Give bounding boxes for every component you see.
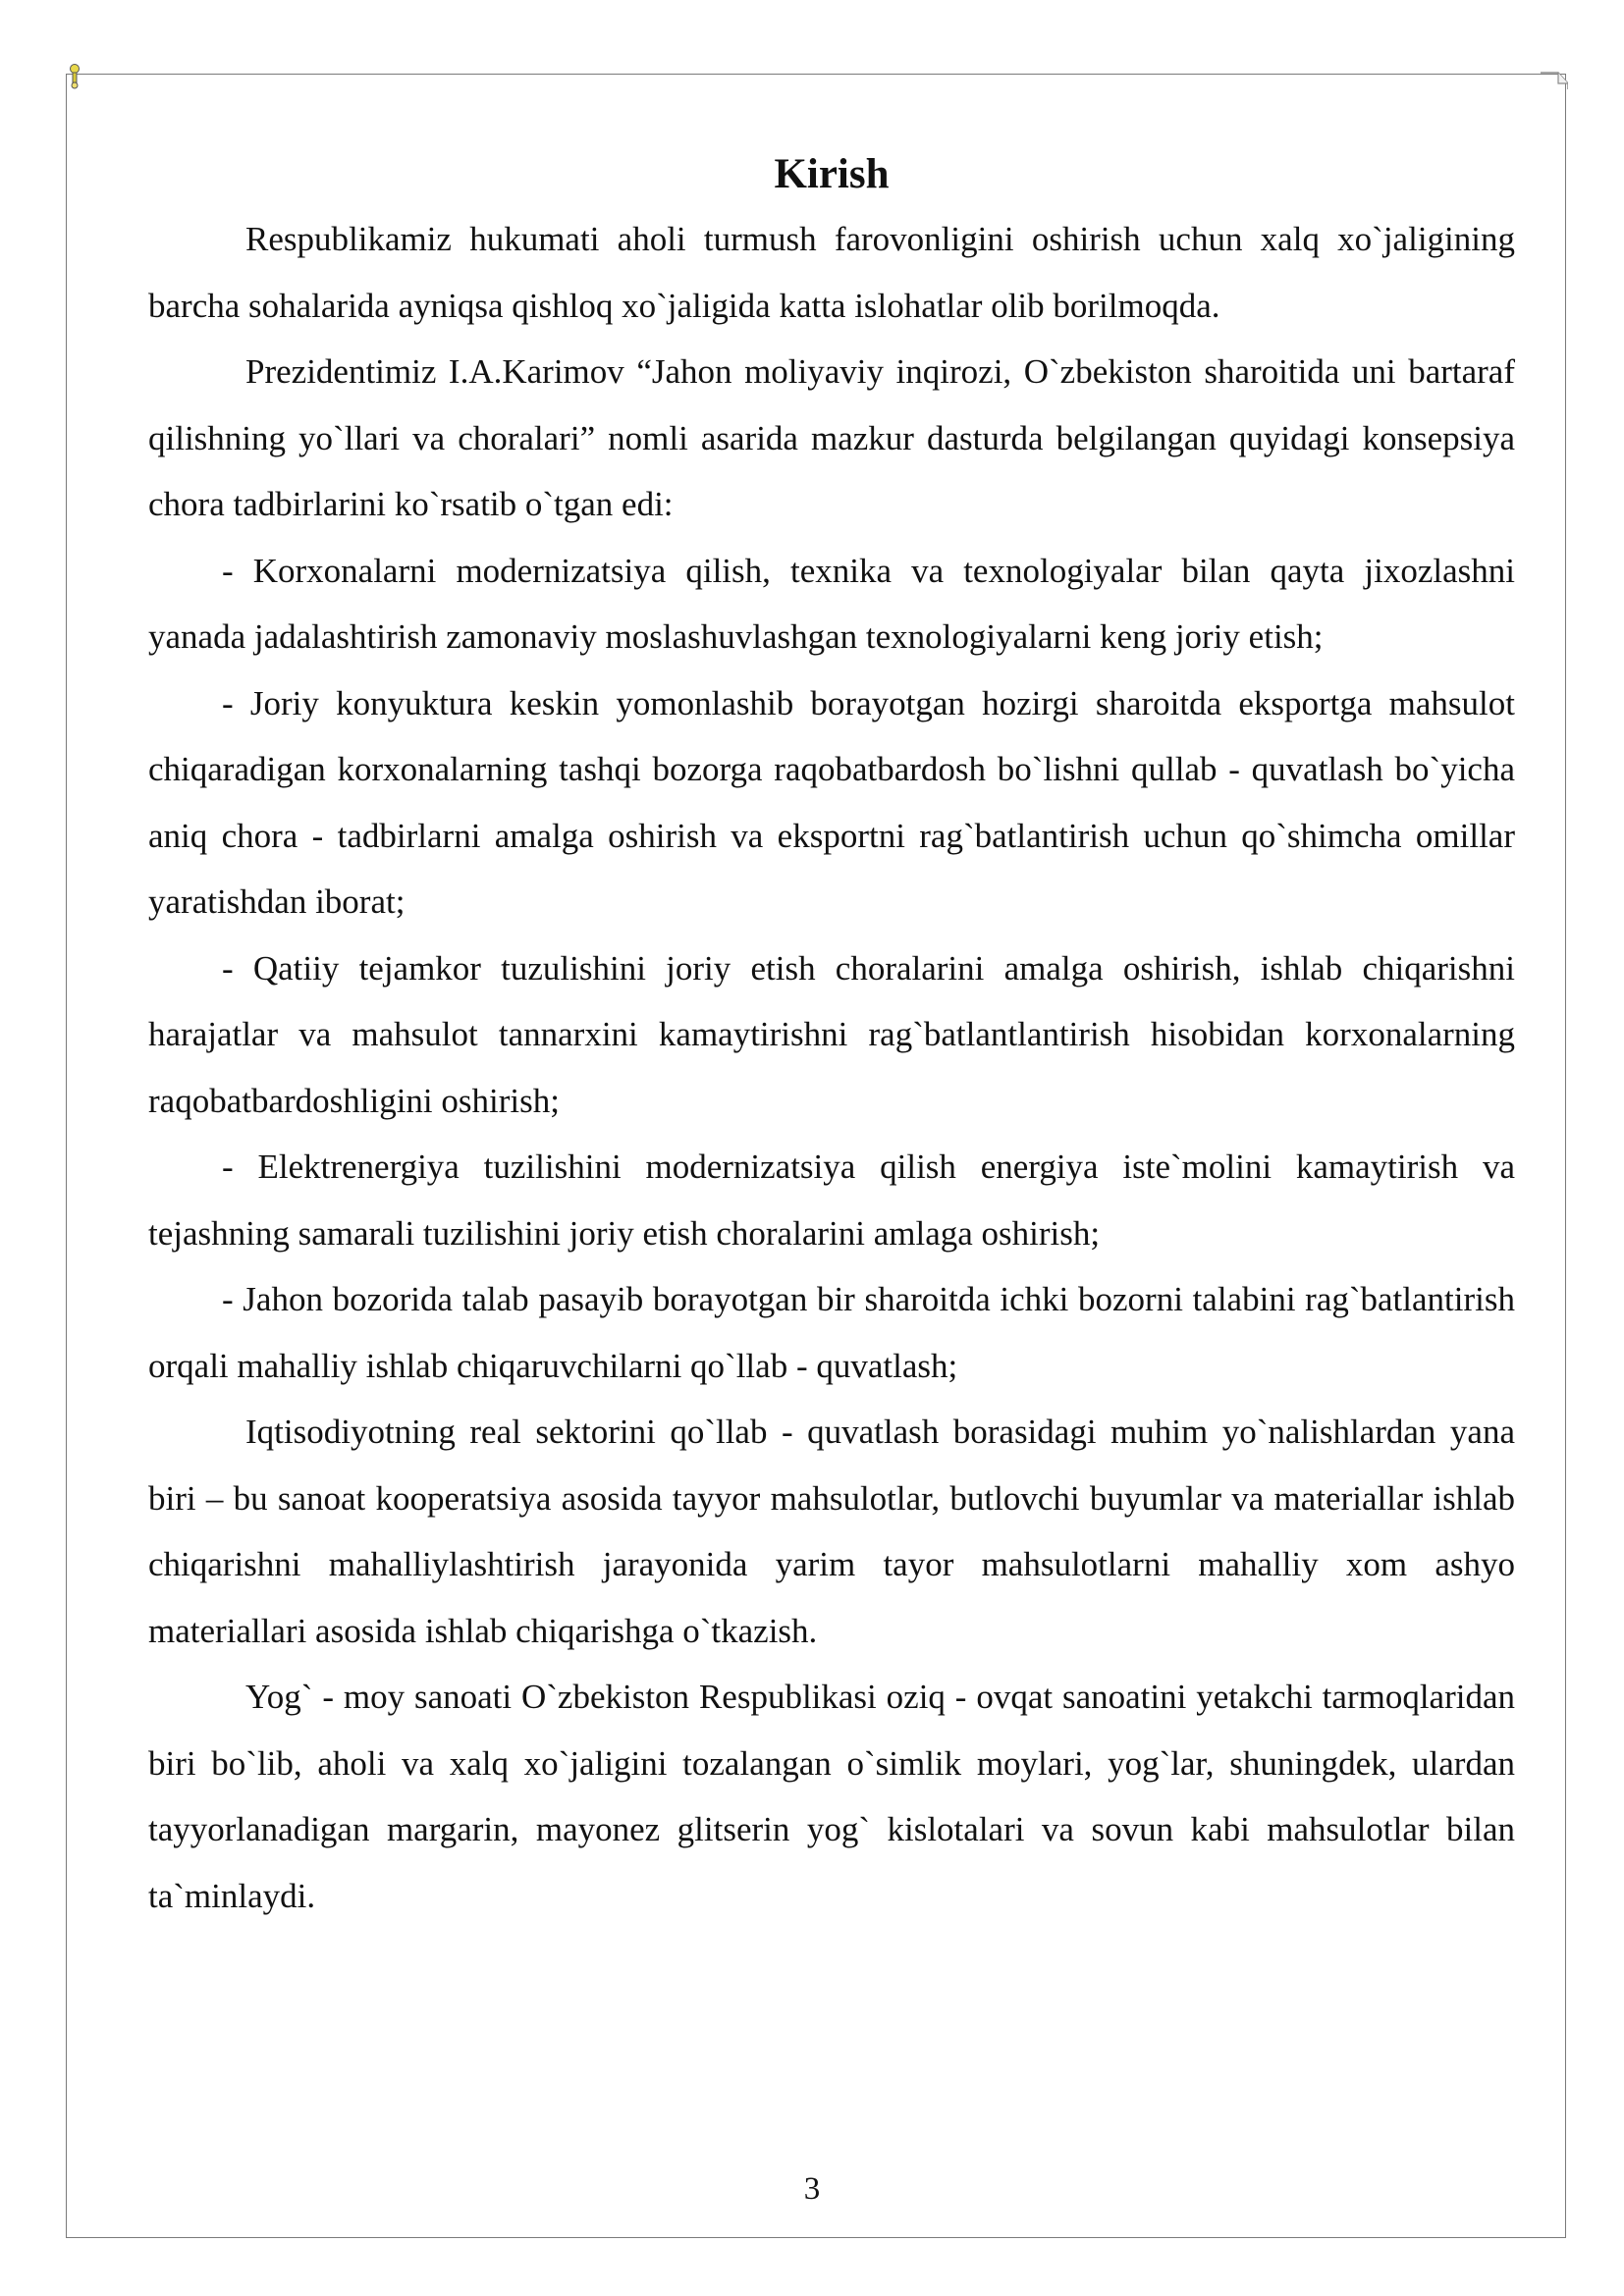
list-item-modernization: - Korxonalarni modernizatsiya qilish, texnika va texnologiyalar bilan qayta jixozlashni yanada jadalashtirish zamonaviy moslashuvlashgan texnologiyalarni keng joriy etish;	[148, 551, 1515, 656]
paragraph-oil-industry: Yog` - moy sanoati O`zbekiston Respublikasi oziq - ovqat sanoatini yetakchi tarmoqlaridan biri bo`lib, aholi va xalq xo`jaligini tozalangan o`simlik moylari, yog`lar, shuningdek, ulardan tayyorlanadigan margarin, mayonez glitserin yog` kislotalari va sovun kabi mahsulotlar bilan ta`minlaydi.	[148, 1678, 1515, 1915]
paragraph-president: Prezidentimiz I.A.Karimov “Jahon moliyaviy inqirozi, O`zbekiston sharoitida uni bartaraf qilishning yo`llari va choralari” nomli asarida mazkur dasturda belgilangan quyidagi konsepsiya chora tadbirlarini ko`rsatib o`tgan edi:	[148, 352, 1515, 523]
list-item-export: - Joriy konyuktura keskin yomonlashib borayotgan hozirgi sharoitda eksportga mahsulot chiqaradigan korxonalarning tashqi bozorga raqobatbardosh bo`lishni qullab - quvatlash bo`yicha aniq chora - tadbirlarni amalga oshirish va eksportni rag`batlantirish uchun qo`shimcha omillar yaratishdan iborat;	[148, 683, 1515, 921]
document-body	[148, 147, 1515, 1929]
list-item-cost-saving: - Qatiiy tejamkor tuzulishini joriy etish choralarini amalga oshirish, ishlab chiqarishni harajatlar va mahsulot tannarxini kamaytirishni rag`batlantlantirish hisobidan korxonalarning raqobatbardoshligini oshirish;	[148, 948, 1515, 1120]
anchor-pin-icon	[68, 63, 81, 90]
list-item-energy: - Elektrenergiya tuzilishini modernizatsiya qilish energiya iste`molini kamaytirish va tejashning samarali tuzilishini joriy etish choralarini amlaga oshirish;	[148, 1148, 1515, 1253]
page-corner-fold-icon	[1541, 72, 1568, 89]
list-item-domestic-market: - Jahon bozorida talab pasayib borayotgan bir sharoitda ichki bozorni talabini rag`batlantirish orqali mahalliy ishlab chiqaruvchilarni qo`llab - quvatlash;	[148, 1280, 1515, 1385]
page-title: Kirish	[774, 151, 890, 197]
paragraph-intro: Respublikamiz hukumati aholi turmush farovonligini oshirish uchun xalq xo`jaligining barcha sohalarida ayniqsa qishloq xo`jaligida katta islohatlar olib borilmoqda.	[148, 220, 1515, 325]
paragraph-real-sector: Iqtisodiyotning real sektorini qo`llab - quvatlash borasidagi muhim yo`nalishlardan yana biri – bu sanoat kooperatsiya asosida tayyor mahsulotlar, butlovchi buyumlar va materiallar ishlab chiqarishni mahalliylashtirish jarayonida yarim tayor mahsulotlarni mahalliy xom ashyo materiallari asosida ishlab chiqarishga o`tkazish.	[148, 1413, 1515, 1650]
page-number: 3	[803, 2171, 821, 2207]
